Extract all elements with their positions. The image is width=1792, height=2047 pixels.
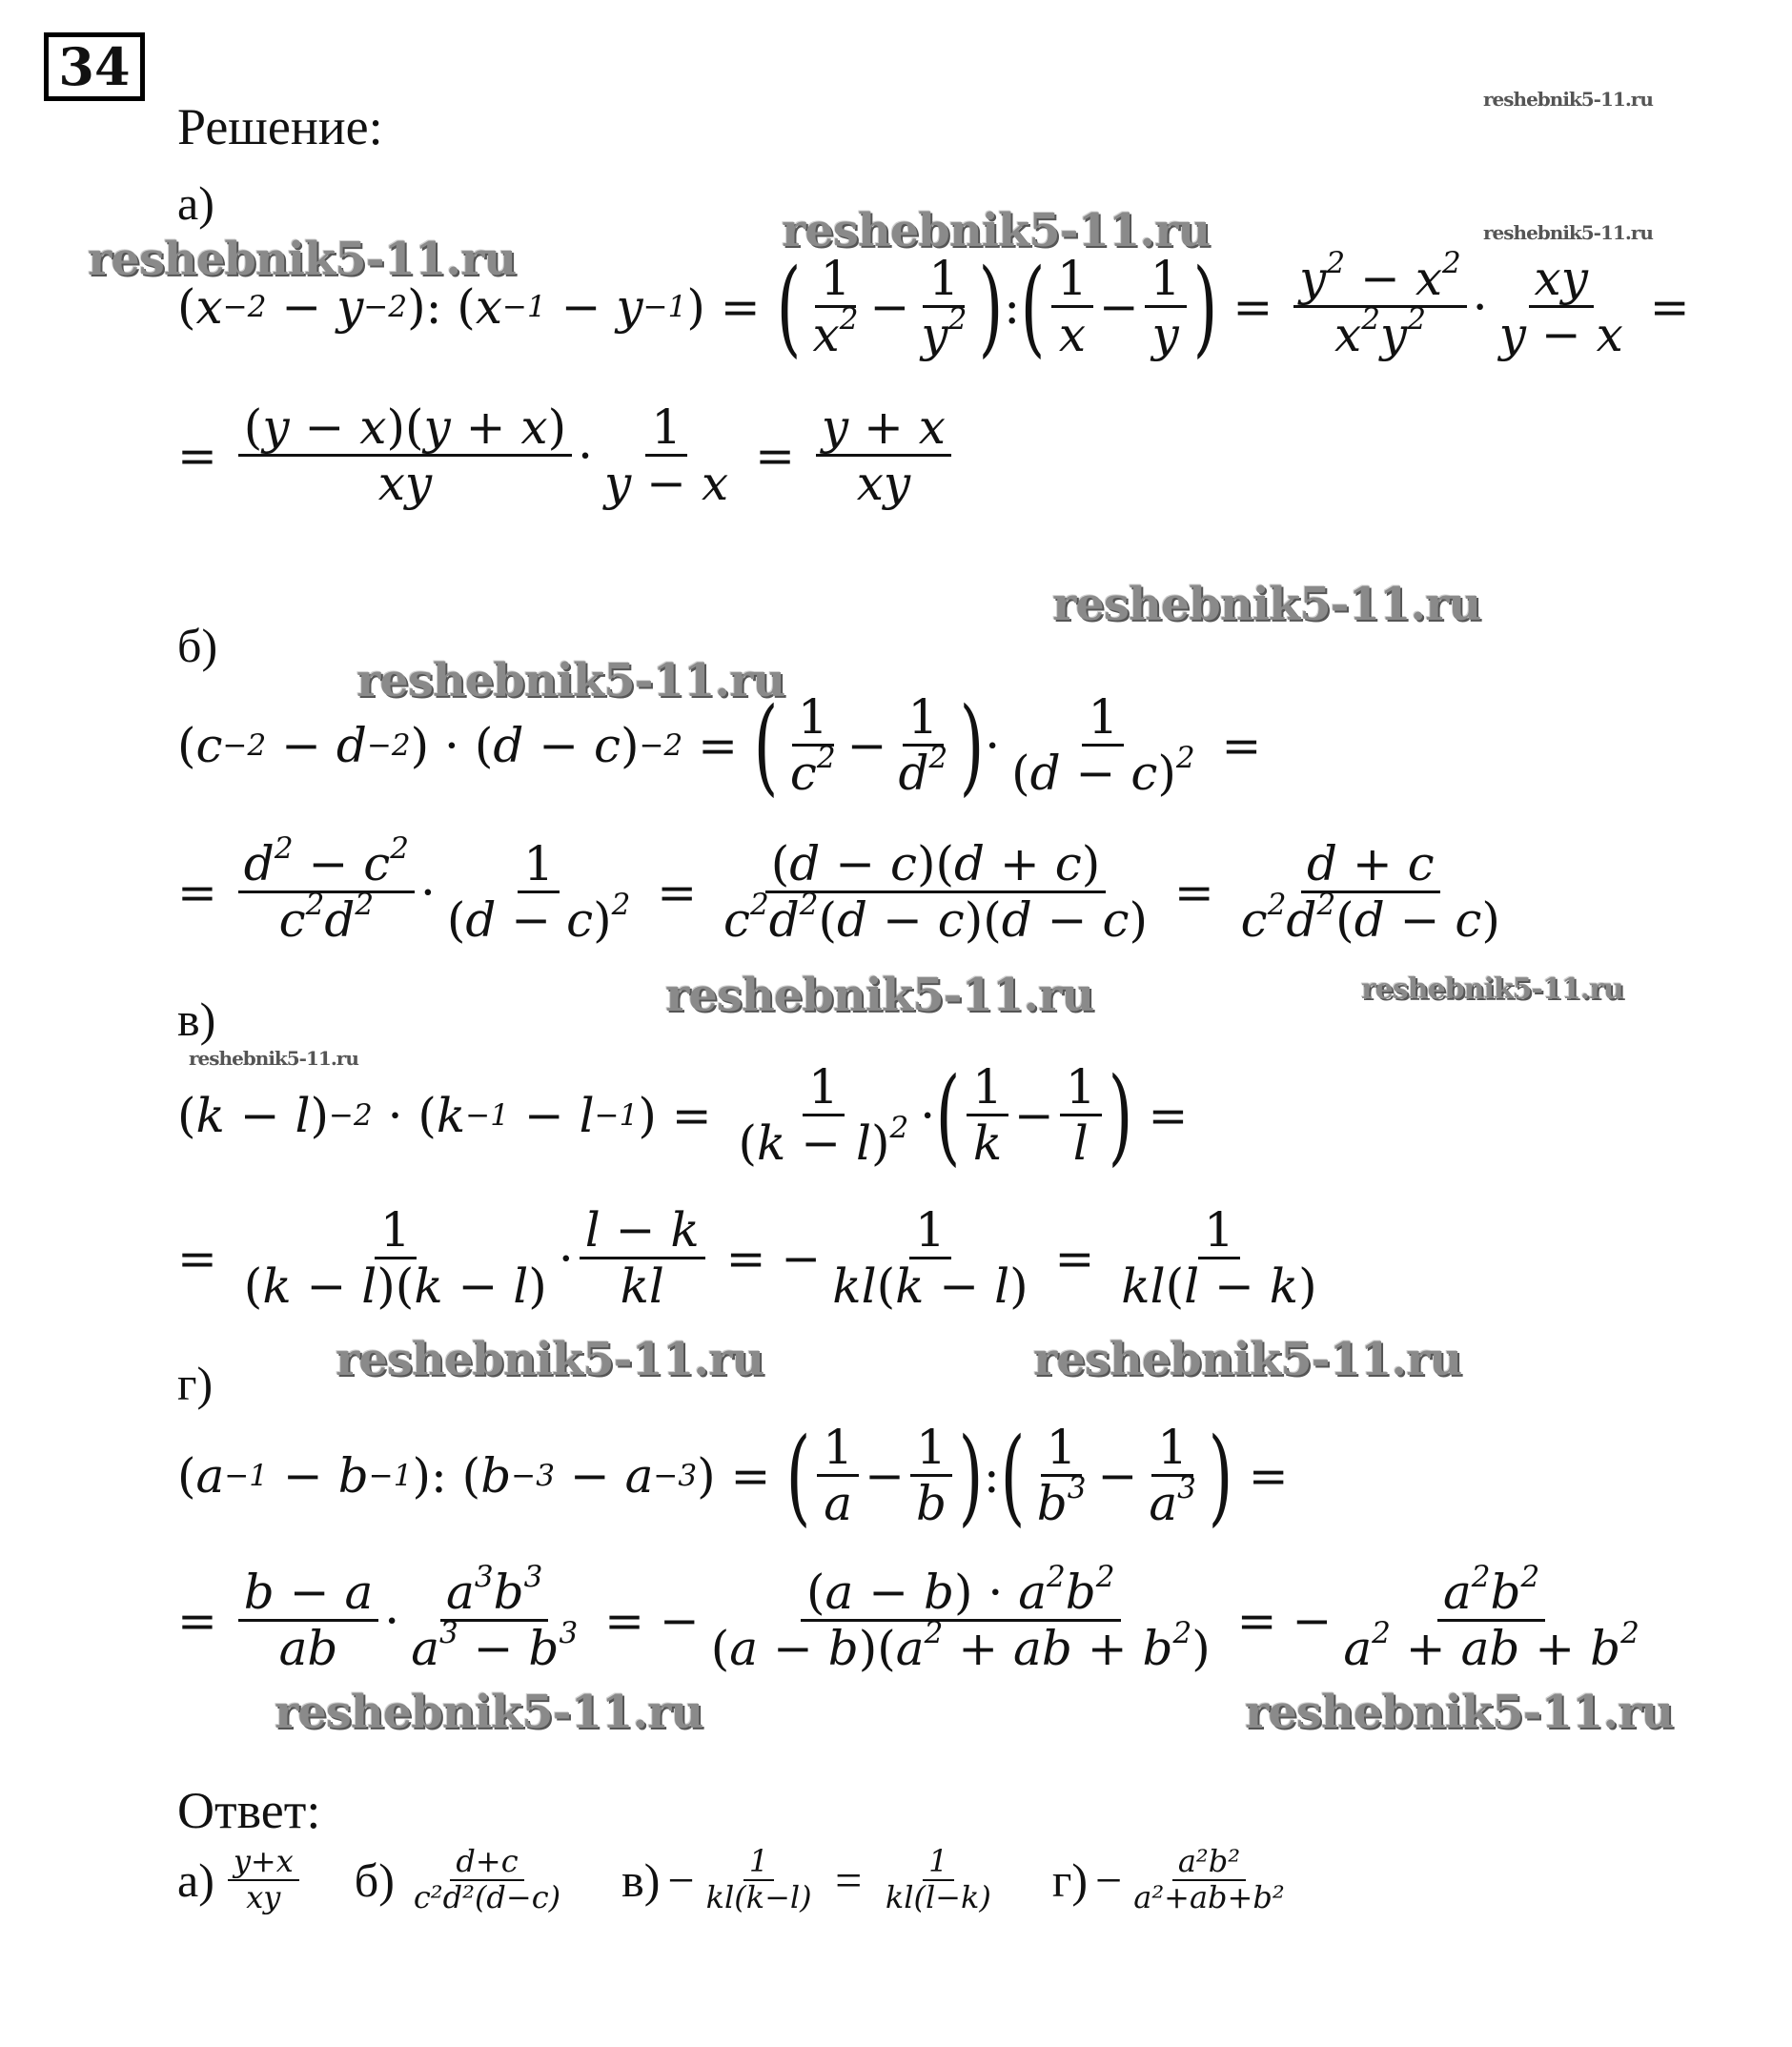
solution-heading: Решение: <box>177 98 383 155</box>
part-label-b: б) <box>177 619 218 672</box>
watermark: reshebnik5-11.ru <box>1245 1686 1674 1739</box>
answer-v: в) − $\frac{1}{kl(k-l)}$ = $\frac{1}{kl(l-k)}$ <box>621 1843 991 1915</box>
equation-b-line1: ( c −2 − d −2 ) · ( d − c ) −2 = ( $\frac{1}{c^2}$ − $\frac{1}{d^2}$ ) · $\frac{1}{(d - c)^2}$ = <box>177 684 1262 807</box>
answer-a: а) $\frac{y+x}{xy}$ <box>177 1845 305 1915</box>
watermark: reshebnik5-11.ru <box>665 969 1094 1022</box>
watermark: reshebnik5-11.ru <box>1033 1333 1462 1386</box>
equation-a-line1: ( x −2 − y −2 ): ( x −1 − y −1 ) = ( $\frac{1}{x^2}$ − $\frac{1}{y^2}$ ) : ( $\frac{1}{x}$ − $\frac{1}{y}$ ) = $\frac{y^2 - x^2}{x^2y^2}$ · $\frac{xy}{y - x}$ = <box>177 245 1690 368</box>
problem-number: 34 <box>44 32 145 101</box>
part-label-v: в) <box>177 993 216 1046</box>
watermark: reshebnik5-11.ru <box>1052 578 1481 631</box>
watermark: reshebnik5-11.ru <box>356 654 785 707</box>
watermark: reshebnik5-11.ru <box>1361 972 1623 1006</box>
watermark: reshebnik5-11.ru <box>1483 221 1653 244</box>
part-label-g: г) <box>177 1357 214 1410</box>
answer-heading: Ответ: <box>177 1782 321 1839</box>
equation-v-line2: = $\frac{1}{(k - l)(k - l)}$ · $\frac{l - k}{kl}$ = − $\frac{1}{kl(k - l)}$ = $\frac{1}{kl(l - k)}$ <box>177 1202 1317 1314</box>
watermark: reshebnik5-11.ru <box>782 204 1211 257</box>
equation-g-line2: = $\frac{b - a}{ab}$ · $\frac{a^3b^3}{a^3 - b^3}$ = − $\frac{(a - b) \cdot a^2b^2}{(a - b)(a^2 + ab + b^2)}$ = − $\frac{a^2b^2}{a^2 + ab + b^2}$ <box>177 1559 1639 1676</box>
equation-b-line2: = $\frac{d^2 - c^2}{c^2d^2}$ · $\frac{1}{(d - c)^2}$ = $\frac{(d - c)(d + c)}{c^2d^2(d - c)(d - c)}$ = $\frac{d + c}{c^2d^2(d - c)}$ <box>177 830 1500 948</box>
watermark: reshebnik5-11.ru <box>336 1333 764 1386</box>
watermark: reshebnik5-11.ru <box>1483 88 1653 111</box>
answer-b: б) $\frac{d+c}{\text{c²d²(d−c)}}$ <box>354 1843 561 1915</box>
watermark: reshebnik5-11.ru <box>88 233 517 286</box>
watermark: reshebnik5-11.ru <box>189 1047 358 1070</box>
watermark: reshebnik5-11.ru <box>275 1686 703 1739</box>
equation-v-line1: ( k − l ) −2 · ( k −1 − l −1 ) = $\frac{1}{(k - l)^2}$ · ( $\frac{1}{k}$ − $\frac{1}{l}$ ) = <box>177 1054 1189 1177</box>
part-label-a: а) <box>177 176 214 230</box>
answer-g: г) − $\frac{\text{a²b²}}{\text{a²+ab+b²}}$ <box>1051 1843 1285 1915</box>
equation-g-line1: ( a −1 − b −1 ): ( b −3 − a −3 ) = ( $\frac{1}{a}$ − $\frac{1}{b}$ ) : ( $\frac{1}{b^3}$ − $\frac{1}{a^3}$ ) = <box>177 1414 1289 1537</box>
equation-a-line2: = $\frac{(y - x)(y + x)}{xy}$ · $\frac{1}{y - x}$ = $\frac{y + x}{xy}$ <box>177 400 957 510</box>
answer-list <box>177 1845 1346 1915</box>
